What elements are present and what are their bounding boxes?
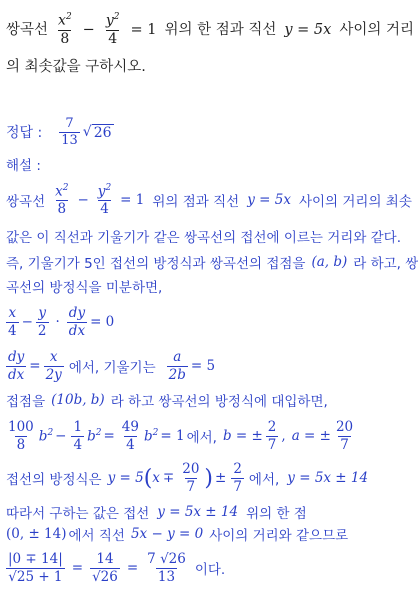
fraction-14-over-sqrt26 [90, 552, 120, 583]
b-value: b = ± [222, 428, 263, 444]
tangent-lhs: y = 5 [107, 470, 144, 486]
solution-text: 에서 직선 [68, 528, 125, 544]
denominator-4: 4 [100, 200, 109, 217]
exp: 2 [105, 183, 112, 194]
numerator: dy [8, 349, 25, 366]
solution-line-1 [6, 178, 412, 222]
answer-sqrt [83, 124, 114, 141]
denominator: 2 [37, 322, 47, 339]
numerator: 1 [73, 419, 83, 436]
fraction-dy-dx [6, 350, 26, 381]
fraction-20-over-7 [180, 462, 201, 493]
derivative-equation [6, 300, 114, 344]
exp: 2 [95, 427, 102, 438]
fraction-x2-over-8 [56, 13, 74, 46]
fraction-dy-dx [67, 306, 87, 337]
open-paren: ( [143, 465, 153, 491]
numerator: |0 ∓ 14| [8, 551, 63, 568]
var-b: b [87, 428, 96, 445]
denominator: 8 [16, 436, 26, 453]
question [6, 8, 414, 80]
numerator: a [173, 349, 182, 366]
equals-sign: = [29, 358, 41, 374]
denominator: 7 [267, 436, 277, 453]
fraction-7sqrt26-over-13 [145, 552, 188, 583]
denominator: 7 [186, 478, 196, 495]
solution-text: 라 하고, 쌍 [353, 256, 418, 272]
line-equation: y = 5x [247, 192, 291, 208]
fraction-49-over-4 [120, 420, 141, 451]
var-x: x [58, 13, 66, 30]
denominator: √25 + 1 [8, 568, 63, 585]
solution-text: 접점을 [6, 394, 46, 410]
solution-text: 따라서 구하는 값은 접선 [6, 506, 150, 522]
sqrt-radicand: 26 [93, 124, 112, 141]
line-equation: 5x − y = 0 [130, 526, 204, 542]
answer-fraction [59, 117, 80, 147]
denominator: dx [68, 322, 86, 339]
answer-numerator: 7 [65, 115, 74, 131]
equals-zero: = 0 [90, 314, 115, 330]
var-y: y [97, 183, 106, 200]
minus-sign: − [55, 428, 67, 444]
close-paren: ) [204, 465, 214, 491]
fraction-x-over-2y [44, 350, 64, 381]
denominator-4: 4 [108, 30, 118, 47]
question-line-2: 의 최솟값을 구하시오. [6, 59, 146, 75]
a-value: a = ± [291, 428, 331, 444]
numerator: y [38, 305, 47, 322]
b-squared [39, 428, 53, 445]
equals-five: = 5 [190, 358, 216, 374]
numerator: x [49, 349, 58, 366]
pm-sign: ± [215, 470, 227, 486]
solution-text: 접선의 방정식은 [6, 472, 102, 488]
solution-text: 라 하고 쌍곡선의 방정식에 대입하면, [110, 394, 328, 410]
fraction-distance [6, 552, 65, 583]
point-0-14: (0, ± 14) [6, 526, 67, 542]
numerator: 2 [267, 419, 277, 436]
fraction-x-over-4 [6, 306, 19, 337]
slope-equation [6, 344, 215, 388]
solution-text: 에서, [248, 472, 280, 488]
fraction-2-over-7 [266, 420, 279, 451]
fraction-20-over-7 [334, 420, 355, 451]
solution-line-5 [6, 388, 328, 412]
solution-text: 에서, 기울기는 [68, 360, 156, 376]
equals-sign: = [71, 560, 84, 576]
question-line-1 [6, 8, 414, 52]
b-squared [144, 428, 158, 445]
var-y: y [105, 13, 114, 30]
solution-text: 위의 점과 직선 [152, 194, 240, 210]
denominator: 2b [168, 366, 186, 383]
solution-line-4: 곡선의 방정식을 미분하면, [6, 280, 163, 296]
numerator: 7 [147, 551, 156, 568]
distance-equation [6, 546, 225, 590]
numerator: 2 [233, 461, 242, 478]
denominator: 7 [340, 436, 349, 453]
solution-text: 사이의 거리와 같으므로 [209, 528, 349, 544]
solution-line-6 [6, 500, 307, 524]
denominator: 4 [8, 322, 17, 339]
equals-sign: = [103, 428, 115, 444]
fraction-100-over-8 [6, 420, 36, 451]
var-x: x [152, 470, 160, 486]
denominator: 7 [233, 478, 242, 495]
equals-sign: = [126, 560, 139, 576]
denominator: dx [8, 366, 25, 383]
fraction-y2-over-4 [104, 13, 122, 46]
equals-one: = 1 [120, 192, 145, 208]
solution-text: 쌍곡선 [6, 194, 46, 210]
answer-denominator: 13 [61, 132, 78, 148]
numerator: 49 [121, 419, 139, 436]
fraction-a-over-2b [167, 350, 188, 381]
comma: , [281, 428, 286, 444]
denominator: 2y [45, 366, 62, 383]
denominator-8: 8 [60, 30, 70, 47]
tangent-line: y = 5x ± 14 [157, 504, 239, 520]
denominator: √26 [92, 568, 118, 585]
solution-text: 위의 한 점 [246, 506, 307, 522]
denominator: 4 [73, 436, 83, 453]
solution-label: 해설 : [6, 158, 41, 174]
solution-line-3 [6, 250, 418, 274]
numerator-root: √26 [160, 551, 186, 568]
numerator: 20 [335, 419, 354, 436]
var-b: b [143, 428, 153, 445]
solution-text: 에서, [186, 430, 217, 446]
exp: 2 [152, 427, 159, 438]
solution-text: 사이의 거리의 최솟 [298, 194, 412, 210]
sqrt-symbol: √ [82, 123, 92, 140]
question-text-1: 쌍곡선 [6, 22, 49, 38]
solution-text: 즉, 기울기가 5인 접선의 방정식과 쌍곡선의 접점을 [6, 256, 306, 272]
minus-sign: − [77, 192, 89, 208]
var-b: b [38, 428, 48, 445]
answer-label: 정답 : [6, 125, 43, 141]
numerator: 14 [96, 551, 114, 568]
tangent-result: y = 5x ± 14 [287, 470, 369, 486]
equals-one: = 1 [130, 22, 157, 38]
minus-sign: − [21, 314, 33, 330]
mp-sign: ∓ [162, 470, 175, 486]
substitution-equation [6, 414, 358, 458]
b-squared [87, 428, 101, 445]
denominator: 13 [157, 568, 176, 585]
point-a-b: (a, b) [311, 254, 348, 270]
solution-line-2: 값은 이 직선과 기울기가 같은 쌍곡선의 접선에 이르는 거리와 같다. [6, 230, 402, 246]
point-10b-b: (10b, b) [51, 392, 105, 408]
fraction-y2-over-4 [96, 184, 113, 216]
fraction-y-over-2 [36, 306, 49, 337]
denominator-8: 8 [57, 200, 67, 217]
numerator: x [8, 305, 17, 322]
fraction-1-over-4 [71, 420, 84, 451]
question-text-3: 사이의 거리 [339, 22, 414, 38]
solution-text: 이다. [194, 562, 226, 578]
answer-row [6, 112, 114, 152]
tangent-equation [6, 458, 368, 498]
fraction-x2-over-8 [53, 184, 70, 216]
numerator: 20 [182, 461, 200, 478]
denominator: 4 [126, 436, 135, 453]
var-x: x [55, 183, 63, 200]
exp: 2 [47, 427, 54, 438]
question-text-2: 위의 한 점과 직선 [164, 22, 277, 38]
fraction-2-over-7 [231, 462, 244, 493]
line-equation: y = 5x [284, 22, 332, 38]
exp: 2 [65, 12, 72, 23]
numerator: dy [68, 305, 86, 322]
exp: 2 [62, 183, 69, 194]
dot-operator: · [55, 314, 60, 330]
minus-sign: − [82, 22, 95, 38]
exp: 2 [113, 12, 120, 23]
equals-one: = 1 [160, 428, 185, 444]
numerator: 100 [8, 419, 34, 436]
solution-line-7 [6, 522, 348, 546]
